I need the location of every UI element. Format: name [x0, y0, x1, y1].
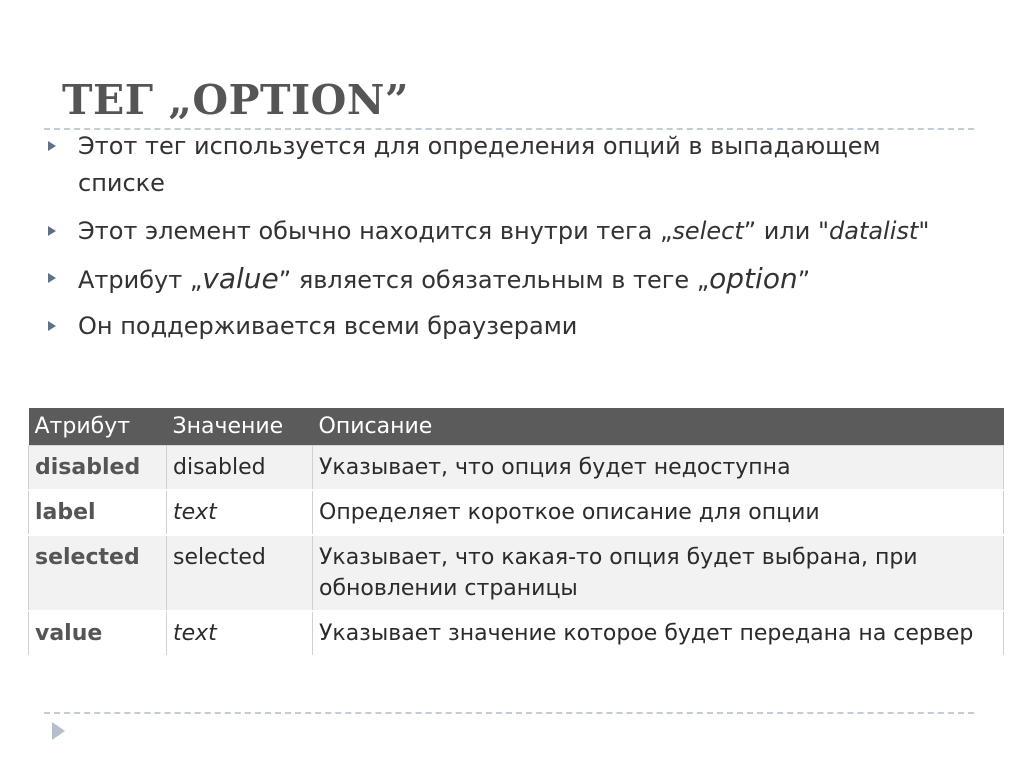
- bullet-triangle-icon: [48, 226, 56, 236]
- cell-value: selected: [167, 535, 313, 611]
- bullet-text-part: ": [918, 217, 930, 245]
- bullet-triangle-icon: [48, 141, 56, 151]
- bullet-text-part: Этот элемент обычно находится внутри тега „: [78, 217, 673, 245]
- bullet-item: [48, 260, 968, 299]
- cell-description: Определяет короткое описание для опции: [313, 490, 1004, 535]
- footer-divider: [44, 712, 974, 714]
- bullet-item: [48, 128, 968, 202]
- cell-description: Указывает значение которое будет передана на сервер: [313, 611, 1004, 656]
- cell-attribute: label: [29, 490, 167, 535]
- bullet-emphasis-value: value: [202, 262, 279, 295]
- slide-title: ТЕГ „OPTION”: [62, 76, 409, 124]
- cell-attribute: disabled: [29, 446, 167, 491]
- attributes-table: [28, 408, 1004, 657]
- table-row: [29, 490, 1004, 535]
- bullet-item: [48, 213, 968, 250]
- triangle-right-icon: [52, 722, 65, 740]
- bullet-emphasis-option: option: [709, 262, 798, 295]
- table-header-row: [29, 408, 1004, 446]
- table-row: [29, 446, 1004, 491]
- cell-description: Указывает, что опция будет недоступна: [313, 446, 1004, 491]
- table-row: [29, 535, 1004, 611]
- bullet-text-part: ” или ": [743, 217, 829, 245]
- bullet-text-part: ”: [797, 266, 811, 294]
- header-description: Описание: [313, 408, 1004, 446]
- bullet-text: Он поддерживается всеми браузерами: [78, 312, 578, 340]
- cell-value: text: [167, 490, 313, 535]
- header-value: Значение: [167, 408, 313, 446]
- bullet-emphasis-select: select: [672, 217, 744, 245]
- bullet-text: [78, 260, 968, 299]
- bullet-text-part: Атрибут „: [78, 266, 203, 294]
- cell-value: disabled: [167, 446, 313, 491]
- bullet-text-part: ” является обязательным в теге „: [278, 266, 710, 294]
- bullet-text: [78, 213, 968, 250]
- bullet-text: Этот тег используется для определения опций в выпадающем списке: [78, 132, 881, 197]
- table-row: [29, 611, 1004, 656]
- bullet-item: [48, 308, 968, 345]
- cell-attribute: value: [29, 611, 167, 656]
- bullet-triangle-icon: [48, 273, 56, 283]
- cell-description: Указывает, что какая-то опция будет выбрана, при обновлении страницы: [313, 535, 1004, 611]
- cell-value: text: [167, 611, 313, 656]
- cell-attribute: selected: [29, 535, 167, 611]
- bullet-emphasis-datalist: datalist: [829, 217, 919, 245]
- bullet-triangle-icon: [48, 321, 56, 331]
- header-attribute: Атрибут: [29, 408, 167, 446]
